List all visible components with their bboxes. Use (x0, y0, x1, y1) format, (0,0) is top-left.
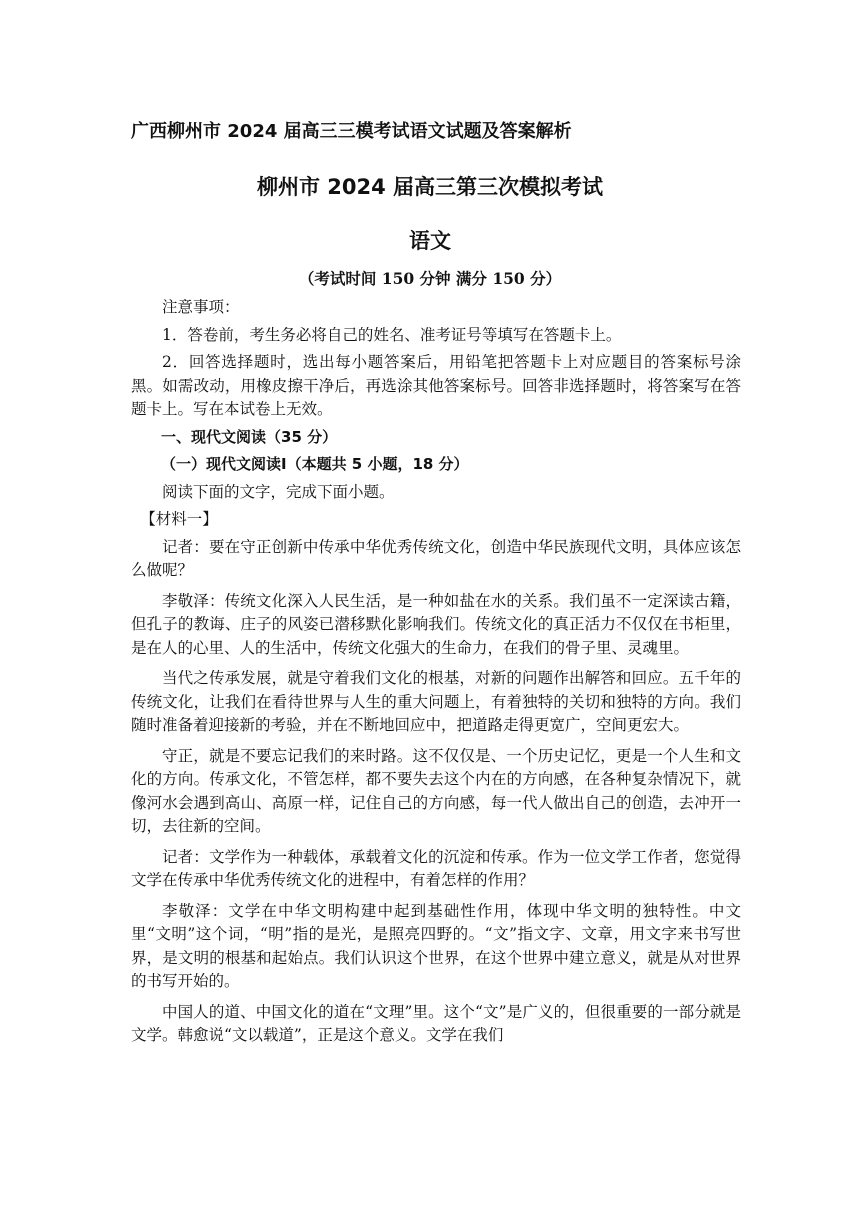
notes-heading: 注意事项： (162, 298, 240, 316)
document-title: 广西柳州市 2024 届高三三模考试语文试题及答案解析 (131, 121, 572, 142)
paragraph: 李敬泽：传统文化深入人民生活，是一种如盐在水的关系。我们虽不一定深读古籍，但孔子的教诲、庄子的风姿已潜移默化影响我们。传统文化的真正活力不仅仅在书柜里，是在人的心里、人的生活中，传统文化强大的生命力，在我们的骨子里、灵魂里。 (131, 591, 741, 657)
paragraph: 守正，就是不要忘记我们的来时路。这不仅仅是、一个历史记忆，更是一个人生和文化的方向。传承文化，不管怎样，都不要失去这个内在的方向感，在各种复杂情况下，就像河水会遇到高山、高原一样，记住自己的方向感，每一代人做出自己的创造，去冲开一切，去往新的空间。 (131, 746, 741, 835)
exam-info: （考试时间 150 分钟 满分 150 分） (298, 269, 562, 288)
notes-item-2: 2．回答选择题时，选出每小题答案后，用铅笔把答题卡上对应题目的答案标号涂黑。如需改动，用橡皮擦干净后，再选涂其他答案标号。回答非选择题时，将答案写在答题卡上。写在本试卷上无效。 (131, 353, 741, 418)
paragraph: 记者：要在守正创新中传承中华优秀传统文化，创造中华民族现代文明，具体应该怎么做呢？ (131, 537, 741, 579)
subject-title: 语文 (409, 229, 451, 253)
paragraph: 中国人的道、中国文化的道在“文理”里。这个“文”是广义的，但很重要的一部分就是文学。韩愈说“文以载道”，正是这个意义。文学在我们 (131, 1002, 741, 1044)
section-heading: 一、现代文阅读（35 分） (161, 427, 338, 446)
document-body (131, 296, 741, 1055)
material-label: 【材料一】 (140, 510, 218, 528)
paragraph: 记者：文学作为一种载体，承载着文化的沉淀和传承。作为一位文学工作者，您觉得文学在传承中华优秀传统文化的进程中，有着怎样的作用？ (131, 847, 741, 889)
reading-instruction: 阅读下面的文字，完成下面小题。 (162, 482, 395, 501)
paragraph: 李敬泽：文学在中华文明构建中起到基础性作用，体现中华文明的独特性。中文里“文明”这个词，“明”指的是光，是照亮四野的。“文”指文字、文章，用文字来书写世界，是文明的根基和起始点。我们认识这个世界，在这个世界中建立意义，就是从对世界的书写开始的。 (131, 901, 741, 990)
notes-item-1: 1．答卷前，考生务必将自己的姓名、准考证号等填写在答题卡上。 (162, 325, 622, 344)
subsection-heading: （一）现代文阅读Ⅰ（本题共 5 小题，18 分） (161, 455, 469, 473)
exam-title: 柳州市 2024 届高三第三次模拟考试 (256, 175, 604, 199)
paragraph: 当代之传承发展，就是守着我们文化的根基，对新的问题作出解答和回应。五千年的传统文化，让我们在看待世界与人生的重大问题上，有着独特的关切和独特的方向。我们随时准备着迎接新的考验，并在不断地回应中，把道路走得更宽广，空间更宏大。 (131, 669, 741, 734)
